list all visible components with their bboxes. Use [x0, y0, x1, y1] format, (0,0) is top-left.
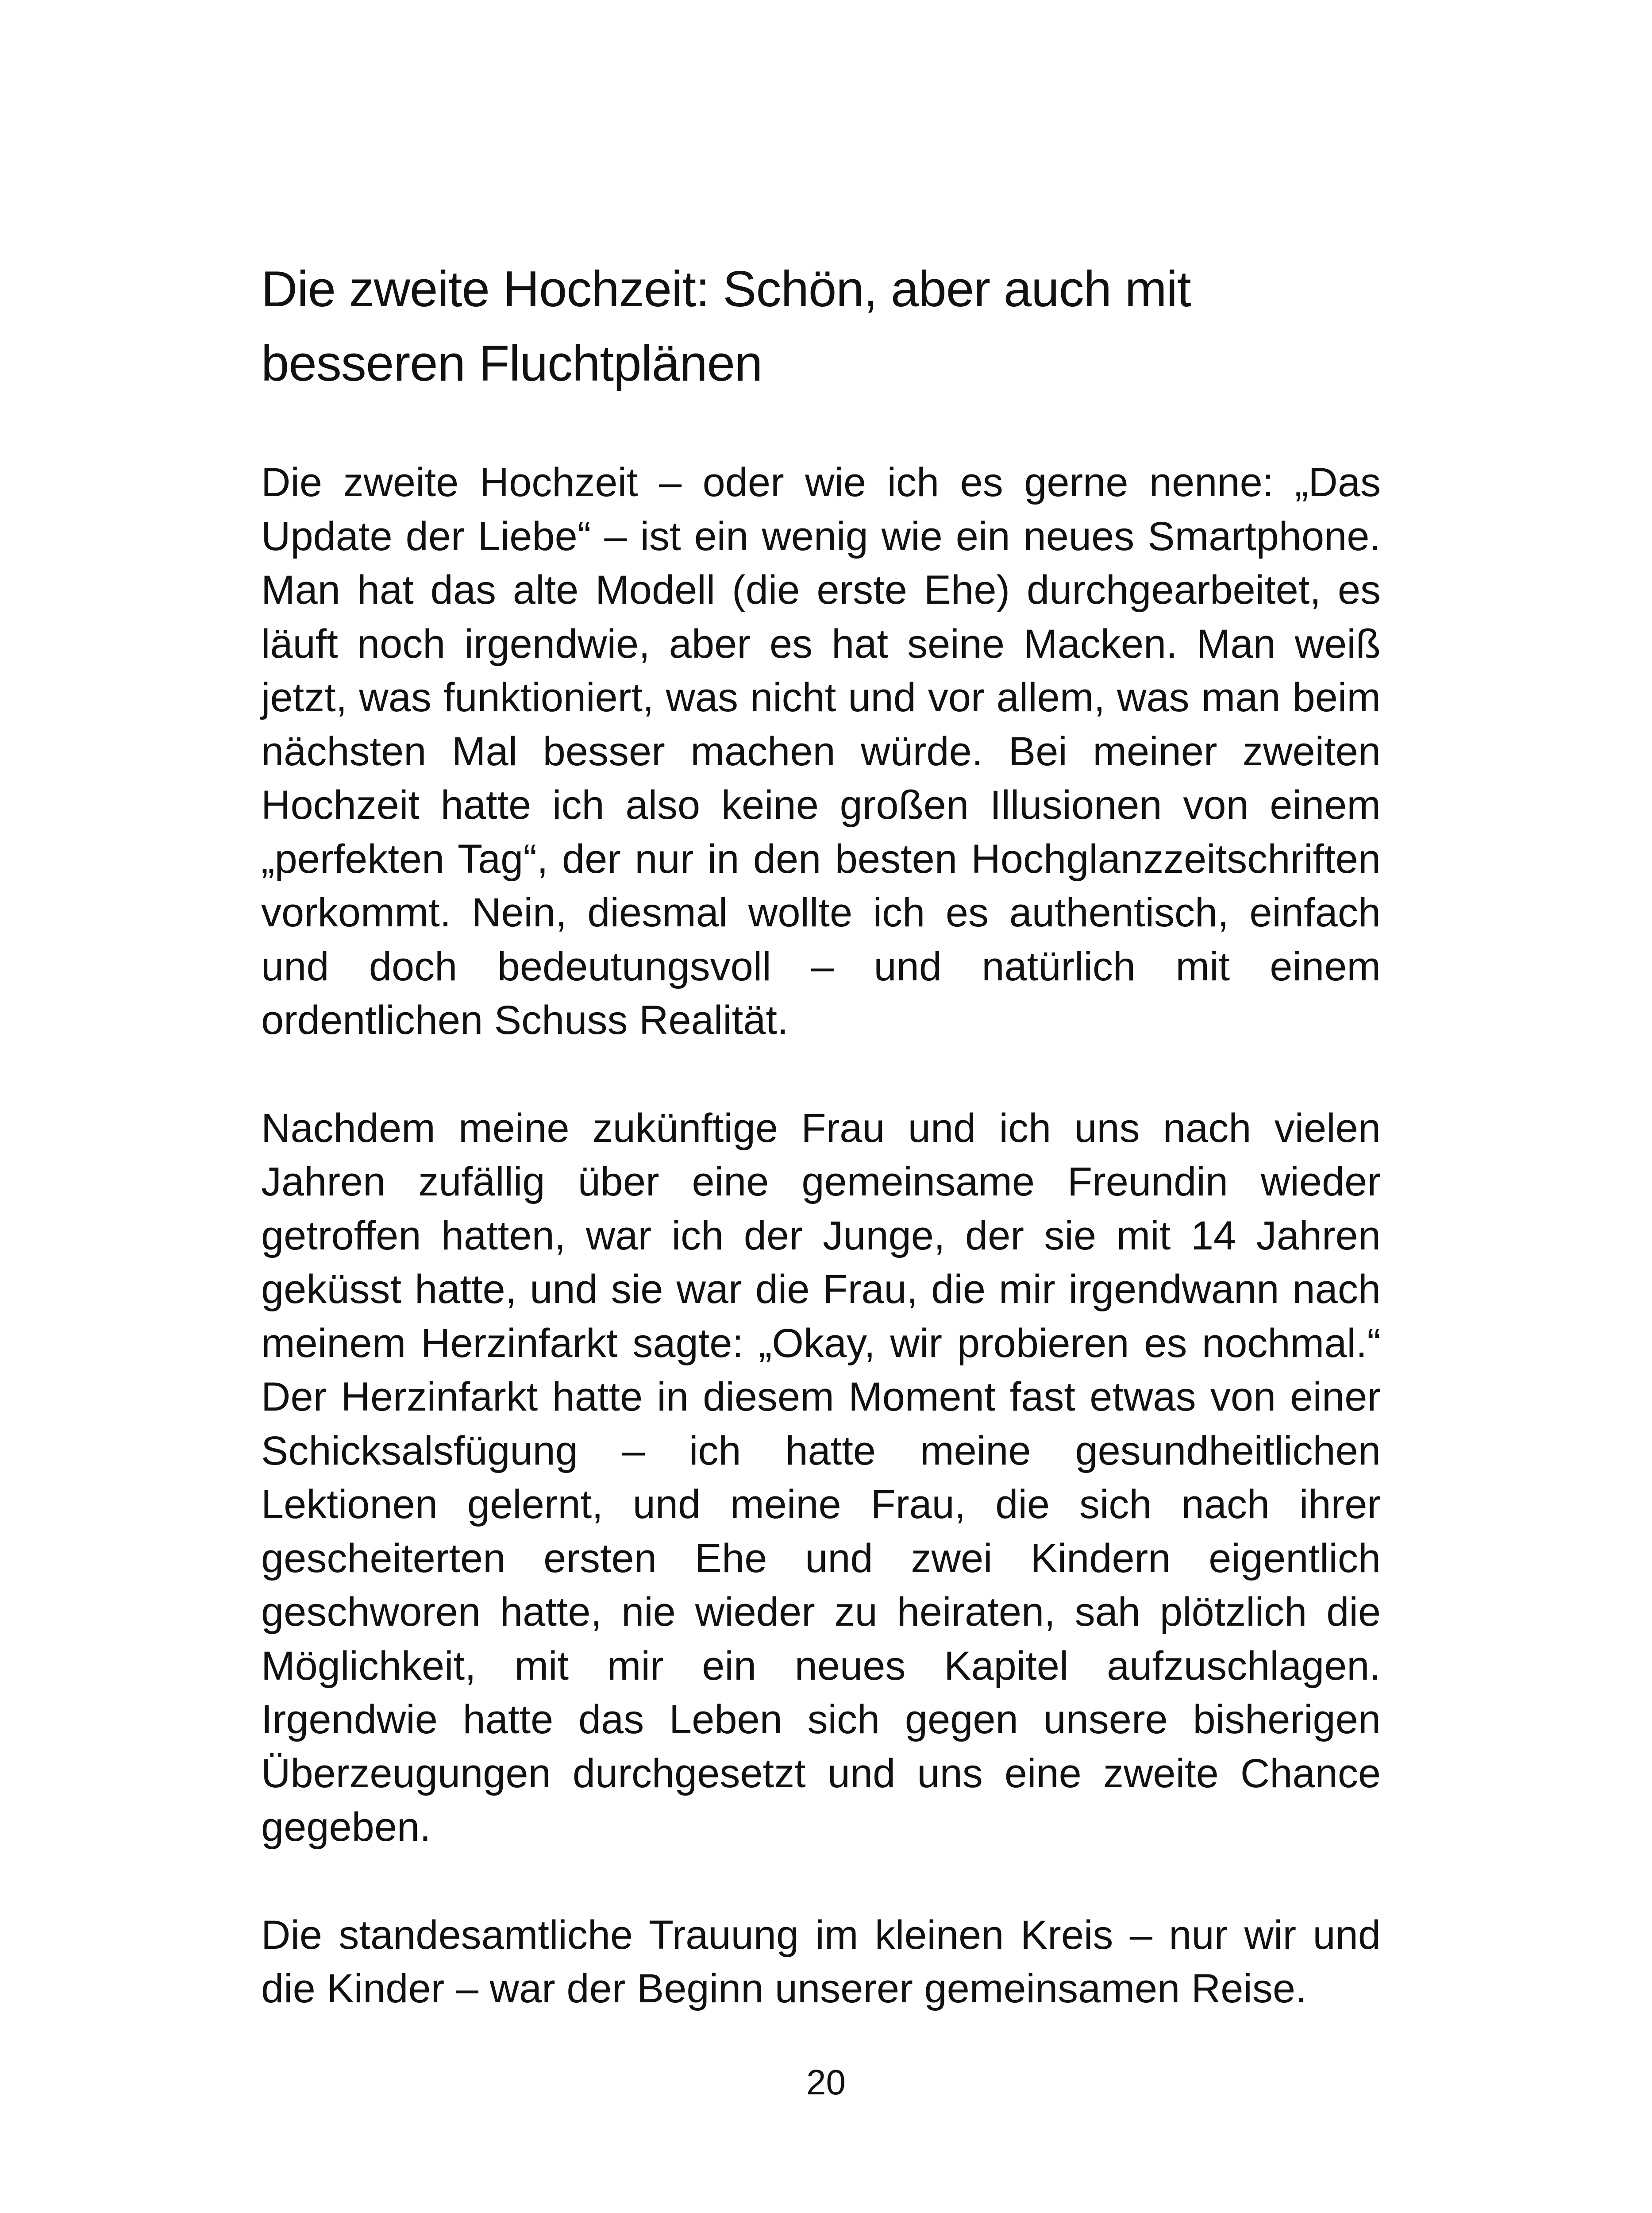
page-body [261, 252, 1381, 2016]
paragraph-1: Die zweite Hochzeit – oder wie ich es gerne nenne: „Das Update der Liebe“ – ist ein wenig wie ein neues Smartphone. Man hat das alte Modell (die erste Ehe) durchgearbeitet, es läuft noch irgendwie, aber es hat seine Macken. Man weiß jetzt, was funktioniert, was nicht und vor allem, was man beim nächsten Mal besser machen würde. Bei meiner zweiten Hochzeit hatte ich also keine großen Illusionen von einem „perfekten Tag“, der nur in den besten Hochglanzzeitschriften vorkommt. Nein, diesmal wollte ich es authentisch, einfach und doch bedeutungsvoll – und natürlich mit einem ordentlichen Schuss Realität. [261, 460, 1381, 1043]
page-number: 20 [806, 2063, 846, 2102]
paragraph-2: Nachdem meine zukünftige Frau und ich uns nach vielen Jahren zufällig über eine gemeinsame Freundin wieder getroffen hatten, war ich der Junge, der sie mit 14 Jahren geküsst hatte, und sie war die Frau, die mir irgendwann nach meinem Herzinfarkt sagte: „Okay, wir probieren es nochmal.“ Der Herzinfarkt hatte in diesem Moment fast etwas von einer Schicksalsfügung – ich hatte meine gesundheitlichen Lektionen gelernt, und meine Frau, die sich nach ihrer gescheiterten ersten Ehe und zwei Kindern eigentlich geschworen hatte, nie wieder zu heiraten, sah plötzlich die Möglichkeit, mit mir ein neues Kapitel aufzuschlagen. Irgendwie hatte das Leben sich gegen unsere bisherigen Überzeugungen durchgesetzt und uns eine zweite Chance gegeben. [261, 1105, 1381, 1850]
chapter-title: Die zweite Hochzeit: Schön, aber auch mit besseren Fluchtplänen [261, 261, 1191, 392]
paragraph-3: Die standesamtliche Trauung im kleinen Kreis – nur wir und die Kinder – war der Beginn unserer gemeinsamen Reise. [261, 1912, 1381, 2011]
